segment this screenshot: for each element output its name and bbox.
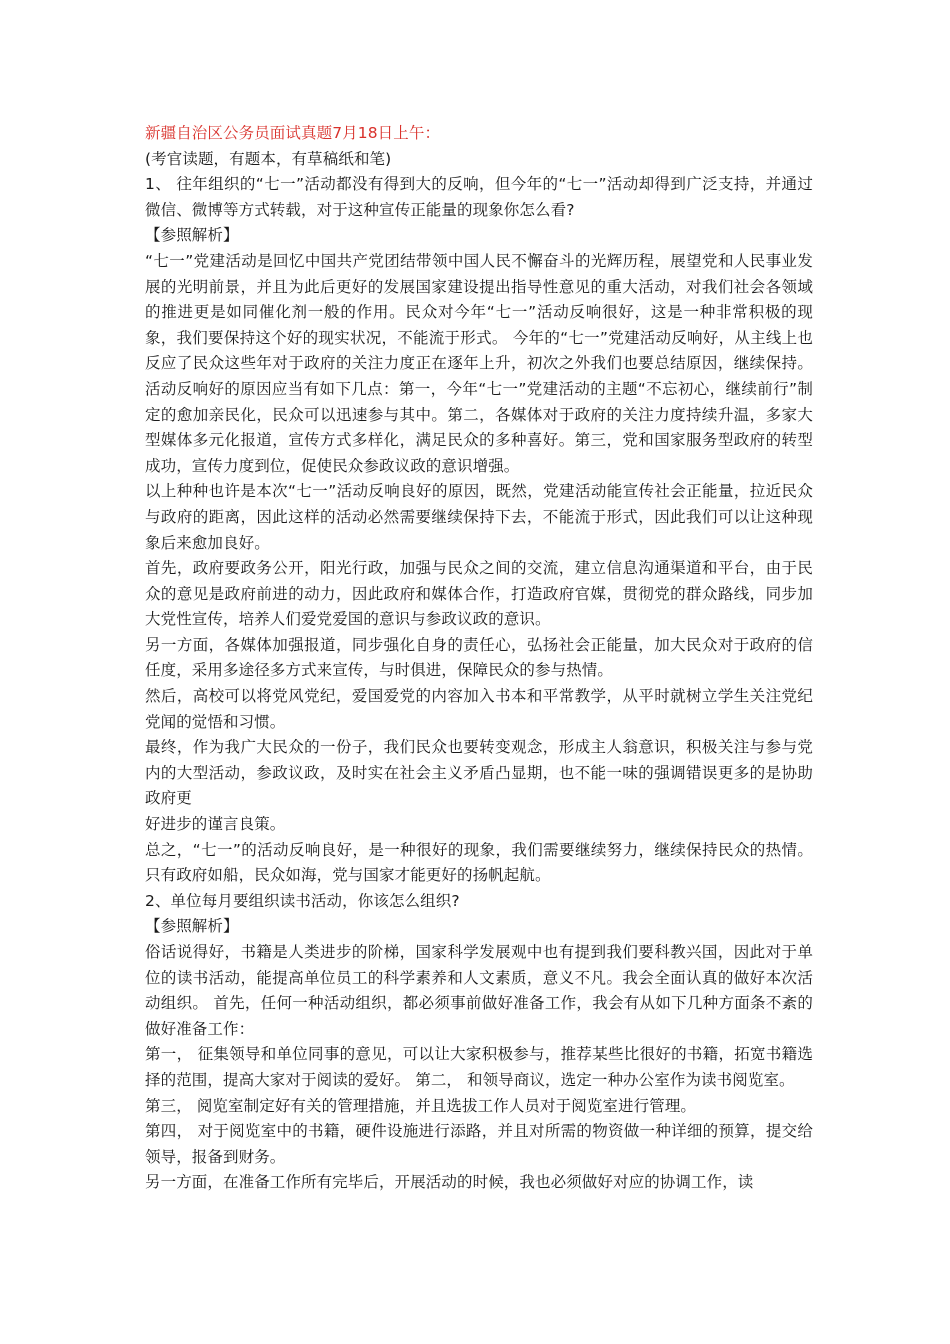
paragraph: 首先，政府要政务公开，阳光行政，加强与民众之间的交流，建立信息沟通渠道和平台，由于民众的意见是政府前进的动力，因此政府和媒体合作，打造政府官媒，贯彻党的群众路线，同步加大党性宣传，培养人们爱党爱国的意识与参政议政的意识。: [145, 559, 813, 629]
paragraph: 好进步的谨言良策。: [145, 815, 286, 834]
reference-heading-2: 【参照解析】: [145, 917, 239, 936]
paragraph: 另一方面，在准备工作所有完毕后，开展活动的时候，我也必须做好对应的协调工作，读: [145, 1173, 754, 1192]
paragraph: 第一， 征集领导和单位同事的意见，可以让大家积极参与，推荐某些比很好的书籍，拓宽书籍选择的范围，提高大家对于阅读的爱好。 第二， 和领导商议，选定一种办公室作为读书阅览室。: [145, 1045, 813, 1089]
paragraph: 最终，作为我广大民众的一份子，我们民众也要转变观念，形成主人翁意识，积极关注与参与党内的大型活动，参政议政，及时实在社会主义矛盾凸显期，也不能一味的强调错误更多的是协助政府更: [145, 738, 813, 808]
paragraph: 以上种种也许是本次“七一”活动反响良好的原因，既然，党建活动能宣传社会正能量，拉近民众与政府的距离，因此这样的活动必然需要继续保持下去，不能流于形式，因此我们可以让这种现象后来愈加良好。: [145, 482, 813, 552]
paragraph: 俗话说得好，书籍是人类进步的阶梯，国家科学发展观中也有提到我们要科教兴国，因此对于单位的读书活动，能提高单位员工的科学素养和人文素质，意义不凡。我会全面认真的做好本次活动组织。 首先，任何一种活动组织，都必须事前做好准备工作，我会有从如下几种方面条不紊的做好准备工作：: [145, 943, 813, 1038]
question-1: 1、 往年组织的“七一”活动都没有得到大的反响，但今年的“七一”活动却得到广泛支持，并通过微信、微博等方式转载，对于这种宣传正能量的现象你怎么看?: [145, 175, 813, 219]
paragraph: 总之，“七一”的活动反响良好，是一种很好的现象，我们需要继续努力，继续保持民众的热情。只有政府如船，民众如海，党与国家才能更好的扬帆起航。: [145, 840, 813, 885]
reference-heading-1: 【参照解析】: [145, 226, 239, 245]
exam-note: (考官读题，有题本，有草稿纸和笔): [145, 149, 392, 168]
paragraph: 第三， 阅览室制定好有关的管理措施，并且选拔工作人员对于阅览室进行管理。: [145, 1096, 697, 1115]
document-title: 新疆自治区公务员面试真题7月18日上午：: [145, 124, 441, 142]
document-body: [145, 121, 813, 1196]
question-2: 2、单位每月要组织读书活动，你该怎么组织?: [145, 891, 460, 910]
paragraph: “七一”党建活动是回忆中国共产党团结带领中国人民不懈奋斗的光辉历程，展望党和人民事业发展的光明前景，并且为此后更好的发展国家建设提出指导性意见的重大活动，对我们社会各领域的推进更是如同催化剂一般的作用。民众对今年“七一”活动反响很好，这是一种非常积极的现象，我们要保持这个好的现实状况，不能流于形式。 今年的“七一”党建活动反响好，从主线上也反应了民众这些年对于政府的关注力度正在逐年上升，初次之外我们也要总结原因，继续保持。活动反响好的原因应当有如下几点：第一，今年“七一”党建活动的主题“不忘初心，继续前行”制定的愈加亲民化，民众可以迅速参与其中。第二，各媒体对于政府的关注力度持续升温，多家大型媒体多元化报道，宣传方式多样化，满足民众的多种喜好。第三，党和国家服务型政府的转型成功，宣传力度到位，促使民众参政议政的意识增强。: [145, 251, 813, 475]
paragraph: 然后，高校可以将党风党纪，爱国爱党的内容加入书本和平常教学，从平时就树立学生关注党纪党闻的觉悟和习惯。: [145, 687, 813, 731]
paragraph: 第四， 对于阅览室中的书籍，硬件设施进行添路，并且对所需的物资做一种详细的预算，提交给领导，报备到财务。: [145, 1122, 813, 1166]
paragraph: 另一方面，各媒体加强报道，同步强化自身的责任心，弘扬社会正能量，加大民众对于政府的信任度，采用多途径多方式来宣传，与时俱进，保障民众的参与热情。: [145, 635, 813, 680]
